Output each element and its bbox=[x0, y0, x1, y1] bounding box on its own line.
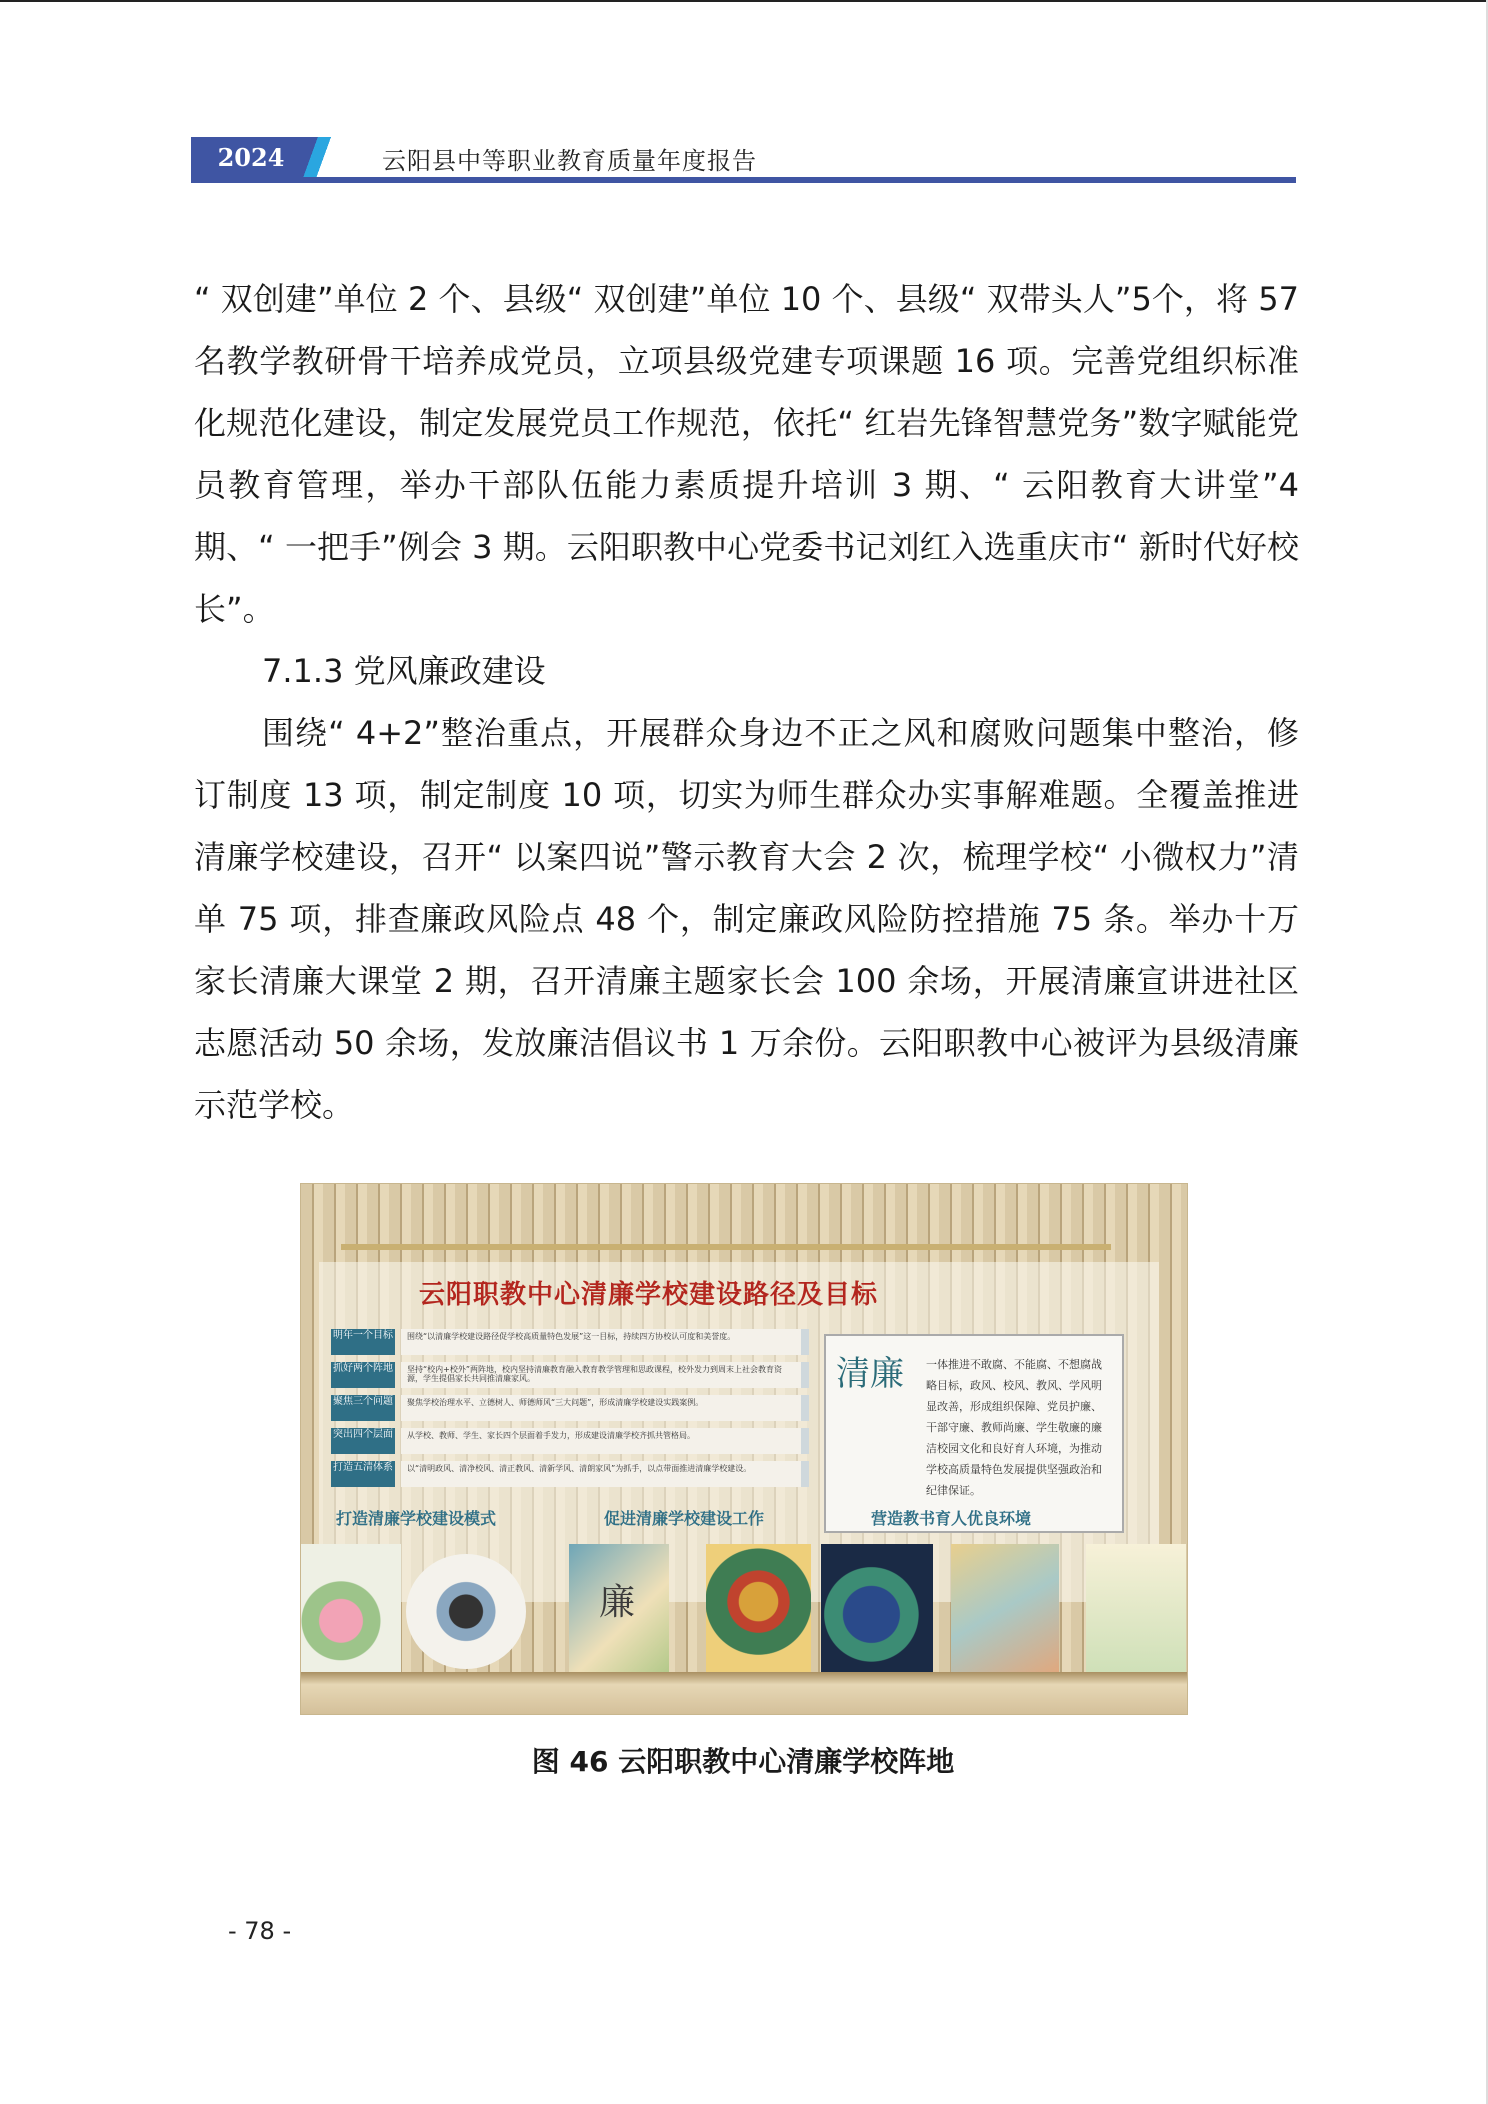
board-tag: 打造五清体系 bbox=[331, 1461, 395, 1487]
artwork-lian bbox=[569, 1544, 669, 1672]
artwork-lotus bbox=[301, 1544, 401, 1672]
board-goal-text: 一体推进不敢腐、不能腐、不想腐战略目标，政风、校风、教风、学风明显改善，形成组织保障、党员护廉、干部守廉、教师尚廉、学生敬廉的廉洁校园文化和良好育人环境，为推动学校高质量特色发展提供坚强政治和纪律保证。 bbox=[926, 1358, 1102, 1497]
artwork-figures bbox=[951, 1544, 1059, 1672]
board-panel: 围绕“以清廉学校建设路径促学校高质量特色发展”这一目标，持续四方协校认可度和美誉度。 bbox=[401, 1329, 809, 1355]
qing-lian-calligraphy: 清廉 bbox=[836, 1354, 904, 1394]
section-heading-7-1-3: 7.1.3 党风廉政建设 bbox=[262, 652, 546, 690]
board-slogan: 营造教书育人优良环境 bbox=[871, 1509, 1032, 1528]
header-year-badge: 2024 bbox=[191, 137, 311, 178]
header-rule bbox=[191, 177, 1296, 183]
body-text bbox=[194, 268, 1299, 1136]
artwork-ornament bbox=[706, 1544, 811, 1672]
page-top-border bbox=[0, 0, 1488, 2]
page-number: - 78 - bbox=[228, 1917, 292, 1945]
board-panel: 坚持“校内+校外”两阵地，校内坚持清廉教育融入教育教学管理和思政课程，校外发力到周末上社会教育资源，学生提倡家长共同推清廉家风。 bbox=[401, 1362, 809, 1388]
board-tag: 抓好两个阵地 bbox=[331, 1362, 395, 1388]
board-tag: 明年一个目标 bbox=[331, 1329, 395, 1355]
board-panel: 以“清明政风、清净校风、清正教风、清新学风、清朗家风”为抓手，以点带面推进清廉学校建设。 bbox=[401, 1461, 809, 1487]
paragraph-party-building: “ 双创建”单位 2 个、县级“ 双创建”单位 10 个、县级“ 双带头人”5个，将 57 名教学教研骨干培养成党员，立项县级党建专项课题 16 项。完善党组织标准化规范化建设，制定发展党员工作规范，依托“ 红岩先锋智慧党务”数字赋能党员教育管理，举办干部队伍能力素质提升培训 3 期、“ 云阳教育大讲堂”4 期、“ 一把手”例会 3 期。云阳职教中心党委书记刘红入选重庆市“ 新时代好校长”。 bbox=[194, 280, 1299, 628]
photo-ledge bbox=[301, 1672, 1187, 1714]
artwork-blue bbox=[821, 1544, 933, 1672]
artwork-lian-char: 廉 bbox=[599, 1582, 636, 1623]
board-panel: 聚焦学校治理水平、立德树人、师德师风“三大问题”，形成清廉学校建设实践案例。 bbox=[401, 1395, 809, 1421]
running-header bbox=[191, 137, 1296, 183]
board-slogan: 促进清廉学校建设工作 bbox=[604, 1509, 765, 1528]
artwork-ink-circle bbox=[406, 1554, 526, 1669]
board-tag: 聚焦三个问题 bbox=[331, 1395, 395, 1421]
photo-top-rail bbox=[341, 1244, 1111, 1250]
photo-board-title: 云阳职教中心清廉学校建设路径及目标 bbox=[419, 1280, 879, 1310]
paragraph-integrity: 围绕“ 4+2”整治重点，开展群众身边不正之风和腐败问题集中整治，修订制度 13 项，制定制度 10 项，切实为师生群众办实事解难题。全覆盖推进清廉学校建设，召开“ 以案四说”警示教育大会 2 次，梳理学校“ 小微权力”清单 75 项，排查廉政风险点 48 个，制定廉政风险防控措施 75 条。举办十万家长清廉大课堂 2 期，召开清廉主题家长会 100 余场，开展清廉宣讲进社区志愿活动 50 余场，发放廉洁倡议书 1 万余份。云阳职教中心被评为县级清廉示范学校。 bbox=[194, 714, 1299, 1124]
board-panel: 从学校、教师、学生、家长四个层面着手发力，形成建设清廉学校齐抓共管格局。 bbox=[401, 1428, 809, 1454]
board-goal-panel bbox=[824, 1334, 1124, 1533]
artwork-lotus-pale bbox=[1086, 1544, 1186, 1672]
header-title: 云阳县中等职业教育质量年度报告 bbox=[382, 147, 757, 175]
figure-caption: 图 46 云阳职教中心清廉学校阵地 bbox=[531, 1745, 955, 1778]
figure-photo bbox=[300, 1183, 1188, 1715]
header-accent-slash bbox=[297, 137, 337, 178]
board-slogan: 打造清廉学校建设模式 bbox=[336, 1509, 497, 1528]
board-tag: 突出四个层面 bbox=[331, 1428, 395, 1454]
